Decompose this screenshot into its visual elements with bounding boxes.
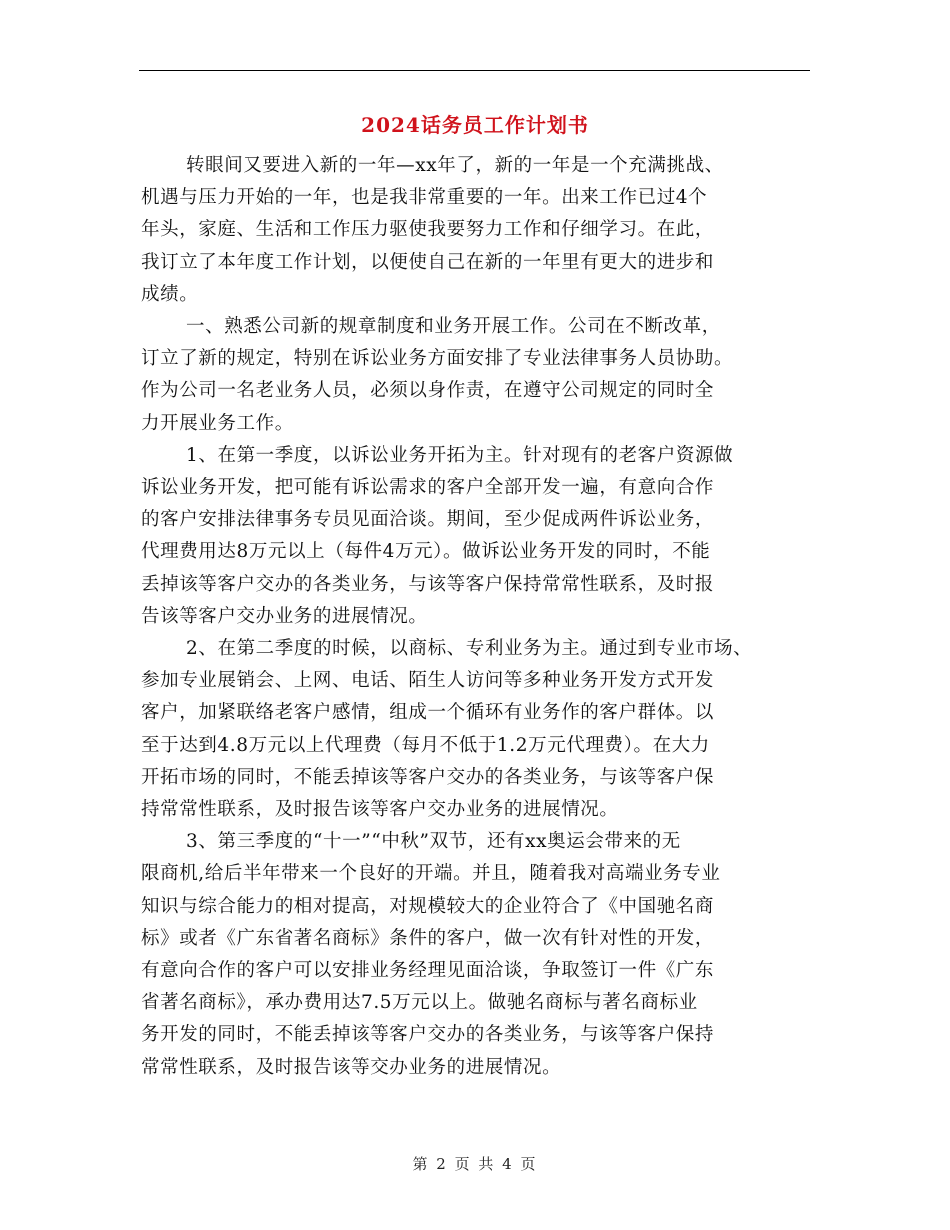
paragraph-5-line-3: 知识与综合能力的相对提高，对规模较大的企业符合了《中国驰名商 [141,895,715,917]
document-body [141,150,821,1084]
paragraph-5-line-4: 标》或者《广东省著名商标》条件的客户，做一次有针对性的开发， [141,927,715,949]
paragraph-4-line-3: 客户，加紧联络老客户感情，组成一个循环有业务作的客户群体。以 [141,702,715,724]
paragraph-3-line-2: 诉讼业务开发，把可能有诉讼需求的客户全部开发一遍，有意向合作 [141,477,715,499]
paragraph-3-line-6: 告该等客户交办业务的进展情况。 [141,605,428,627]
paragraph-2-line-4: 力开展业务工作。 [141,412,294,434]
paragraph-3-line-4: 代理费用达8万元以上（每件4万元）。做诉讼业务开发的同时，不能 [141,541,711,563]
paragraph-4-line-6: 持常常性联系，及时报告该等客户交办业务的进展情况。 [141,799,619,821]
paragraph-5-line-2: 限商机,给后半年带来一个良好的开端。并且，随着我对高端业务专业 [141,863,721,885]
paragraph-3-line-3: 的客户安排法律事务专员见面洽谈。期间，至少促成两件诉讼业务， [141,509,715,531]
page-number: 第 2 页 共 4 页 [412,1155,538,1173]
header-rule [139,70,810,71]
paragraph-4-line-5: 开拓市场的同时，不能丢掉该等客户交办的各类业务，与该等客户保 [141,766,715,788]
paragraph-1-line-2: 机遇与压力开始的一年，也是我非常重要的一年。出来工作已过4个 [141,187,708,209]
paragraph-5-line-8: 常常性联系，及时报告该等交办业务的进展情况。 [141,1056,562,1078]
paragraph-4-line-4: 至于达到4.8万元以上代理费（每月不低于1.2万元代理费）。在大力 [141,734,710,756]
paragraph-2-line-3: 作为公司一名老业务人员，必须以身作责，在遵守公司规定的同时全 [141,380,715,402]
paragraph-1-line-5: 成绩。 [141,283,199,305]
paragraph-1-line-1: 转眼间又要进入新的一年—xx年了，新的一年是一个充满挑战、 [186,155,724,176]
paragraph-2-line-1: 一、熟悉公司新的规章制度和业务开展工作。公司在不断改革， [186,316,721,338]
paragraph-3-line-5: 丢掉该等客户交办的各类业务，与该等客户保持常常性联系，及时报 [141,573,715,595]
paragraph-4-line-1: 2、在第二季度的时候，以商标、专利业务为主。通过到专业市场、 [186,638,753,660]
document-title: 2024话务员工作计划书 [361,113,589,137]
paragraph-5-line-7: 务开发的同时，不能丢掉该等客户交办的各类业务，与该等客户保持 [141,1024,715,1046]
paragraph-4-line-2: 参加专业展销会、上网、电话、陌生人访问等多种业务开发方式开发 [141,670,715,692]
paragraph-2-line-2: 订立了新的规定，特别在诉讼业务方面安排了专业法律事务人员协助。 [141,348,734,370]
paragraph-1-line-3: 年头，家庭、生活和工作压力驱使我要努力工作和仔细学习。在此， [141,219,715,241]
paragraph-3-line-1: 1、在第一季度，以诉讼业务开拓为主。针对现有的老客户资源做 [186,444,734,466]
paragraph-5-line-6: 省著名商标》，承办费用达7.5万元以上。做驰名商标与著名商标业 [141,992,698,1014]
paragraph-5-line-5: 有意向合作的客户可以安排业务经理见面洽谈，争取签订一件《广东 [141,960,715,982]
paragraph-5-line-1: 3、第三季度的“十一”“中秋”双节，还有xx奥运会带来的无 [186,831,681,853]
paragraph-1-line-4: 我订立了本年度工作计划，以便使自己在新的一年里有更大的进步和 [141,251,715,273]
